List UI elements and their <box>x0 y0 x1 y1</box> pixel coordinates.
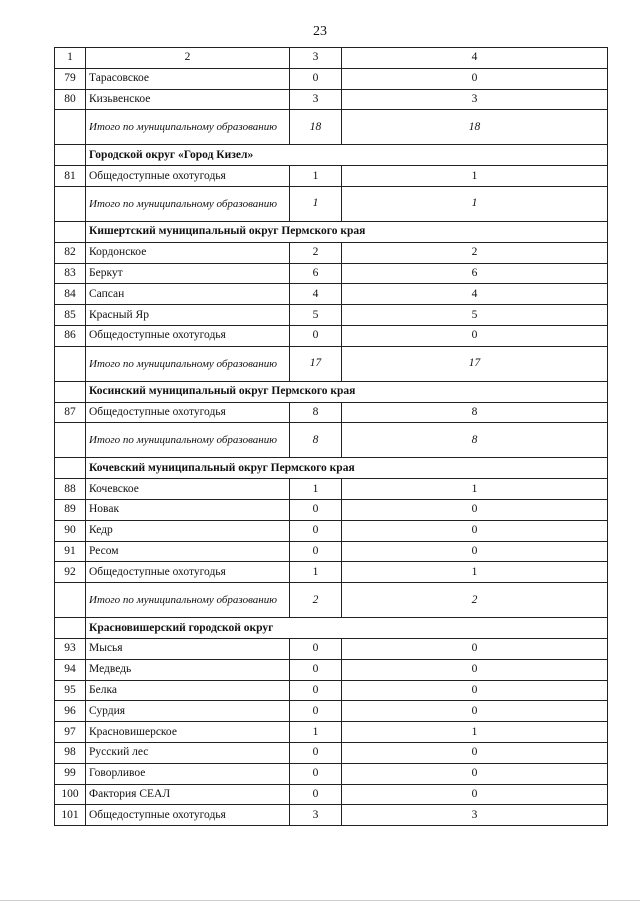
col-3-value: 0 <box>290 541 342 562</box>
table-row <box>55 722 608 743</box>
table-row <box>55 520 608 541</box>
col-4-value: 0 <box>342 520 608 541</box>
ground-name: Общедоступные охотугодья <box>86 325 290 346</box>
subtotal-row <box>55 423 608 458</box>
row-number: 86 <box>55 325 86 346</box>
ground-name: Новак <box>86 499 290 520</box>
row-number <box>55 110 86 145</box>
col-4-value: 0 <box>342 68 608 89</box>
row-number: 80 <box>55 89 86 110</box>
col-4-value: 0 <box>342 325 608 346</box>
row-number: 97 <box>55 722 86 743</box>
row-number <box>55 381 86 402</box>
col-3-value: 0 <box>290 763 342 784</box>
table-row <box>55 541 608 562</box>
section-title: Кишертский муниципальный округ Пермского края <box>86 221 608 242</box>
row-number <box>55 458 86 479</box>
row-number: 89 <box>55 499 86 520</box>
col-3-value: 3 <box>290 89 342 110</box>
ground-name: Кедр <box>86 520 290 541</box>
col-4-value: 3 <box>342 89 608 110</box>
subtotal-row <box>55 583 608 618</box>
row-number: 90 <box>55 520 86 541</box>
subtotal-col-4: 2 <box>342 583 608 618</box>
subtotal-label: Итого по муниципальному образованию <box>86 423 290 458</box>
subtotal-col-3: 17 <box>290 346 342 381</box>
col-3-value: 1 <box>290 166 342 187</box>
subtotal-col-4: 1 <box>342 186 608 221</box>
col-3-value: 5 <box>290 305 342 326</box>
row-number <box>55 618 86 639</box>
subtotal-col-4: 17 <box>342 346 608 381</box>
header-col-1: 1 <box>55 48 86 69</box>
col-3-value: 0 <box>290 784 342 805</box>
table-header-row <box>55 48 608 69</box>
row-number: 79 <box>55 68 86 89</box>
col-4-value: 8 <box>342 402 608 423</box>
section-title: Косинский муниципальный округ Пермского края <box>86 381 608 402</box>
table-row <box>55 499 608 520</box>
ground-name: Кордонское <box>86 242 290 263</box>
row-number: 94 <box>55 659 86 680</box>
row-number <box>55 346 86 381</box>
row-number: 84 <box>55 284 86 305</box>
table-row <box>55 325 608 346</box>
col-3-value: 0 <box>290 520 342 541</box>
col-4-value: 1 <box>342 722 608 743</box>
row-number: 95 <box>55 680 86 701</box>
row-number <box>55 583 86 618</box>
section-title: Кочевский муниципальный округ Пермского края <box>86 458 608 479</box>
subtotal-label: Итого по муниципальному образованию <box>86 186 290 221</box>
col-3-value: 2 <box>290 242 342 263</box>
row-number: 82 <box>55 242 86 263</box>
row-number <box>55 423 86 458</box>
hunting-grounds-table <box>54 47 608 826</box>
col-3-value: 0 <box>290 742 342 763</box>
table-row <box>55 263 608 284</box>
row-number: 83 <box>55 263 86 284</box>
col-4-value: 4 <box>342 284 608 305</box>
ground-name: Тарасовское <box>86 68 290 89</box>
col-3-value: 0 <box>290 680 342 701</box>
col-4-value: 0 <box>342 541 608 562</box>
col-4-value: 2 <box>342 242 608 263</box>
ground-name: Сапсан <box>86 284 290 305</box>
section-header-row <box>55 381 608 402</box>
subtotal-label: Итого по муниципальному образованию <box>86 346 290 381</box>
table-row <box>55 68 608 89</box>
section-title: Городской округ «Город Кизел» <box>86 145 608 166</box>
subtotal-col-3: 2 <box>290 583 342 618</box>
row-number: 87 <box>55 402 86 423</box>
section-header-row <box>55 145 608 166</box>
subtotal-row <box>55 110 608 145</box>
ground-name: Кочевское <box>86 479 290 500</box>
table-row <box>55 242 608 263</box>
row-number: 96 <box>55 701 86 722</box>
ground-name: Общедоступные охотугодья <box>86 562 290 583</box>
header-col-2: 2 <box>86 48 290 69</box>
header-col-4: 4 <box>342 48 608 69</box>
subtotal-col-3: 18 <box>290 110 342 145</box>
col-3-value: 0 <box>290 325 342 346</box>
row-number: 99 <box>55 763 86 784</box>
ground-name: Мысья <box>86 638 290 659</box>
col-3-value: 0 <box>290 499 342 520</box>
row-number: 85 <box>55 305 86 326</box>
col-4-value: 0 <box>342 763 608 784</box>
table-row <box>55 701 608 722</box>
ground-name: Медведь <box>86 659 290 680</box>
subtotal-row <box>55 186 608 221</box>
ground-name: Кизьвенское <box>86 89 290 110</box>
col-4-value: 0 <box>342 659 608 680</box>
table-row <box>55 805 608 826</box>
ground-name: Общедоступные охотугодья <box>86 805 290 826</box>
row-number: 92 <box>55 562 86 583</box>
col-4-value: 6 <box>342 263 608 284</box>
ground-name: Фактория СЕАЛ <box>86 784 290 805</box>
row-number <box>55 145 86 166</box>
table-body <box>55 48 608 826</box>
col-4-value: 1 <box>342 562 608 583</box>
page-edge-line <box>0 900 640 901</box>
col-3-value: 1 <box>290 722 342 743</box>
ground-name: Сурдия <box>86 701 290 722</box>
ground-name: Общедоступные охотугодья <box>86 166 290 187</box>
row-number <box>55 221 86 242</box>
row-number <box>55 186 86 221</box>
subtotal-label: Итого по муниципальному образованию <box>86 110 290 145</box>
table-row <box>55 305 608 326</box>
table-row <box>55 742 608 763</box>
table-row <box>55 562 608 583</box>
ground-name: Белка <box>86 680 290 701</box>
subtotal-col-4: 18 <box>342 110 608 145</box>
col-3-value: 0 <box>290 68 342 89</box>
table-row <box>55 284 608 305</box>
col-4-value: 0 <box>342 638 608 659</box>
ground-name: Русский лес <box>86 742 290 763</box>
subtotal-label: Итого по муниципальному образованию <box>86 583 290 618</box>
col-3-value: 8 <box>290 402 342 423</box>
table-row <box>55 166 608 187</box>
table-row <box>55 763 608 784</box>
section-header-row <box>55 618 608 639</box>
col-3-value: 0 <box>290 638 342 659</box>
section-title: Красновишерский городской округ <box>86 618 608 639</box>
row-number: 101 <box>55 805 86 826</box>
row-number: 81 <box>55 166 86 187</box>
ground-name: Красный Яр <box>86 305 290 326</box>
ground-name: Общедоступные охотугодья <box>86 402 290 423</box>
subtotal-row <box>55 346 608 381</box>
section-header-row <box>55 458 608 479</box>
section-header-row <box>55 221 608 242</box>
col-4-value: 5 <box>342 305 608 326</box>
col-3-value: 1 <box>290 479 342 500</box>
table-row <box>55 89 608 110</box>
row-number: 93 <box>55 638 86 659</box>
col-4-value: 0 <box>342 499 608 520</box>
subtotal-col-3: 1 <box>290 186 342 221</box>
col-4-value: 3 <box>342 805 608 826</box>
page-number: 23 <box>313 24 327 39</box>
table-row <box>55 680 608 701</box>
ground-name: Красновишерское <box>86 722 290 743</box>
col-4-value: 0 <box>342 680 608 701</box>
header-col-3: 3 <box>290 48 342 69</box>
table-row <box>55 784 608 805</box>
col-3-value: 4 <box>290 284 342 305</box>
row-number: 100 <box>55 784 86 805</box>
col-3-value: 3 <box>290 805 342 826</box>
row-number: 98 <box>55 742 86 763</box>
subtotal-col-4: 8 <box>342 423 608 458</box>
ground-name: Беркут <box>86 263 290 284</box>
ground-name: Ресом <box>86 541 290 562</box>
col-4-value: 0 <box>342 701 608 722</box>
table-row <box>55 638 608 659</box>
table-row <box>55 659 608 680</box>
table-row <box>55 402 608 423</box>
col-4-value: 0 <box>342 742 608 763</box>
col-3-value: 0 <box>290 701 342 722</box>
col-3-value: 1 <box>290 562 342 583</box>
col-4-value: 1 <box>342 479 608 500</box>
row-number: 88 <box>55 479 86 500</box>
ground-name: Говорливое <box>86 763 290 784</box>
col-4-value: 0 <box>342 784 608 805</box>
col-3-value: 6 <box>290 263 342 284</box>
col-3-value: 0 <box>290 659 342 680</box>
row-number: 91 <box>55 541 86 562</box>
subtotal-col-3: 8 <box>290 423 342 458</box>
col-4-value: 1 <box>342 166 608 187</box>
table-row <box>55 479 608 500</box>
